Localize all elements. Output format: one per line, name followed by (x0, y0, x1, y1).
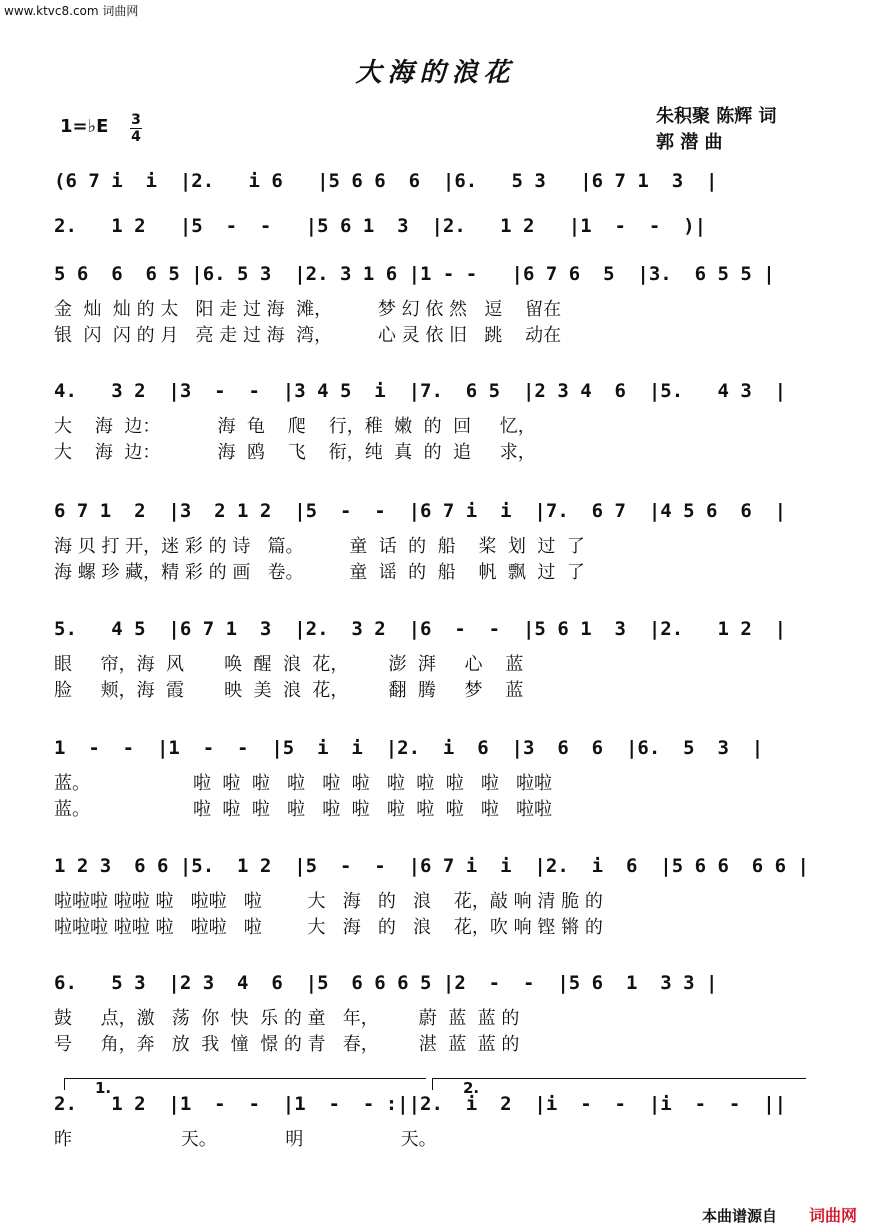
meter-top: 3 (131, 112, 141, 128)
lyrics-verse-2: 大 海 边： 海 鸥 飞 衔，纯 真 的 追 求， (54, 442, 536, 463)
notation-row: 1 2 3 6 6 |5. 1 2 |5 - - |6 7 i i |2. i 6 |5 6 6 6 6 | (54, 855, 809, 877)
site-logo: 词曲网 (808, 1206, 857, 1225)
volta-second-ending: 2. (432, 1078, 806, 1090)
time-signature (130, 112, 142, 145)
composer-credit: 郭 潜 曲 (656, 132, 723, 153)
lyrics-verse-2: 号 角，奔 放 我 憧 憬 的 青 春， 湛 蓝 蓝 的 (54, 1034, 520, 1055)
lyrics-verse-1: 眼 帘，海 风 唤 醒 浪 花， 澎 湃 心 蓝 (54, 654, 524, 675)
lyrics-verse-2: 啦啦啦 啦啦 啦 啦啦 啦 大 海 的 浪 花，吹 响 铿 锵 的 (54, 917, 603, 938)
notation-row: 5 6 6 6 5 |6. 5 3 |2. 3 1 6 |1 - - |6 7 6 5 |3. 6 5 5 | (54, 263, 775, 285)
lyrics-verse-1: 大 海 边： 海 龟 爬 行，稚 嫩 的 回 忆， (54, 416, 536, 437)
lyrics-verse-1: 啦啦啦 啦啦 啦 啦啦 啦 大 海 的 浪 花，敲 响 清 脆 的 (54, 891, 603, 912)
lyrics-verse-1: 鼓 点，激 荡 你 快 乐 的 童 年， 蔚 蓝 蓝 的 (54, 1008, 520, 1029)
meter-bottom: 4 (131, 129, 141, 145)
lyrics-verse-1: 蓝。 啦 啦 啦 啦 啦 啦 啦 啦 啦 啦 啦啦 (54, 773, 553, 794)
site-watermark: www.ktvc8.com 词曲网 (4, 4, 139, 18)
lyrics-verse-2: 脸 颊，海 霞 映 美 浪 花， 翻 腾 梦 蓝 (54, 680, 524, 701)
notation-row: (6 7 i i |2. i 6 |5 6 6 6 |6. 5 3 |6 7 1 3 | (54, 170, 718, 192)
lyrics-verse-1: 昨 天。 明 天。 (54, 1129, 437, 1150)
lyrics-verse-2: 银 闪 闪 的 月 亮 走 过 海 湾， 心 灵 依 旧 跳 动在 (54, 325, 562, 346)
notation-row: 6 7 1 2 |3 2 1 2 |5 - - |6 7 i i |7. 6 7 |4 5 6 6 | (54, 500, 787, 522)
lyricist-credit: 朱积聚 陈辉 词 (656, 106, 777, 127)
footer-source: 本曲谱源自 (701, 1207, 777, 1225)
song-title: 大海的浪花 (355, 58, 516, 88)
notation-row: 6. 5 3 |2 3 4 6 |5 6 6 6 5 |2 - - |5 6 1 3 3 | (54, 972, 718, 994)
notation-row: 2. 1 2 |5 - - |5 6 1 3 |2. 1 2 |1 - - )| (54, 215, 707, 237)
notation-row: 2. 1 2 |1 - - |1 - - :||2. i 2 |i - - |i - - || (54, 1093, 787, 1115)
key-signature: 1=♭E (60, 116, 109, 137)
notation-row: 4. 3 2 |3 - - |3 4 5 i |7. 6 5 |2 3 4 6 |5. 4 3 | (54, 380, 787, 402)
notation-row: 5. 4 5 |6 7 1 3 |2. 3 2 |6 - - |5 6 1 3 |2. 1 2 | (54, 618, 787, 640)
lyrics-verse-1: 金 灿 灿 的 太 阳 走 过 海 滩， 梦 幻 依 然 逗 留在 (54, 299, 562, 320)
notation-row: 1 - - |1 - - |5 i i |2. i 6 |3 6 6 |6. 5 3 | (54, 737, 764, 759)
lyrics-verse-1: 海 贝 打 开，迷 彩 的 诗 篇。 童 话 的 船 桨 划 过 了 (54, 536, 585, 557)
lyrics-verse-2: 蓝。 啦 啦 啦 啦 啦 啦 啦 啦 啦 啦 啦啦 (54, 799, 553, 820)
lyrics-verse-2: 海 螺 珍 藏，精 彩 的 画 卷。 童 谣 的 船 帆 飘 过 了 (54, 562, 585, 583)
volta-first-ending: 1. (64, 1078, 426, 1090)
